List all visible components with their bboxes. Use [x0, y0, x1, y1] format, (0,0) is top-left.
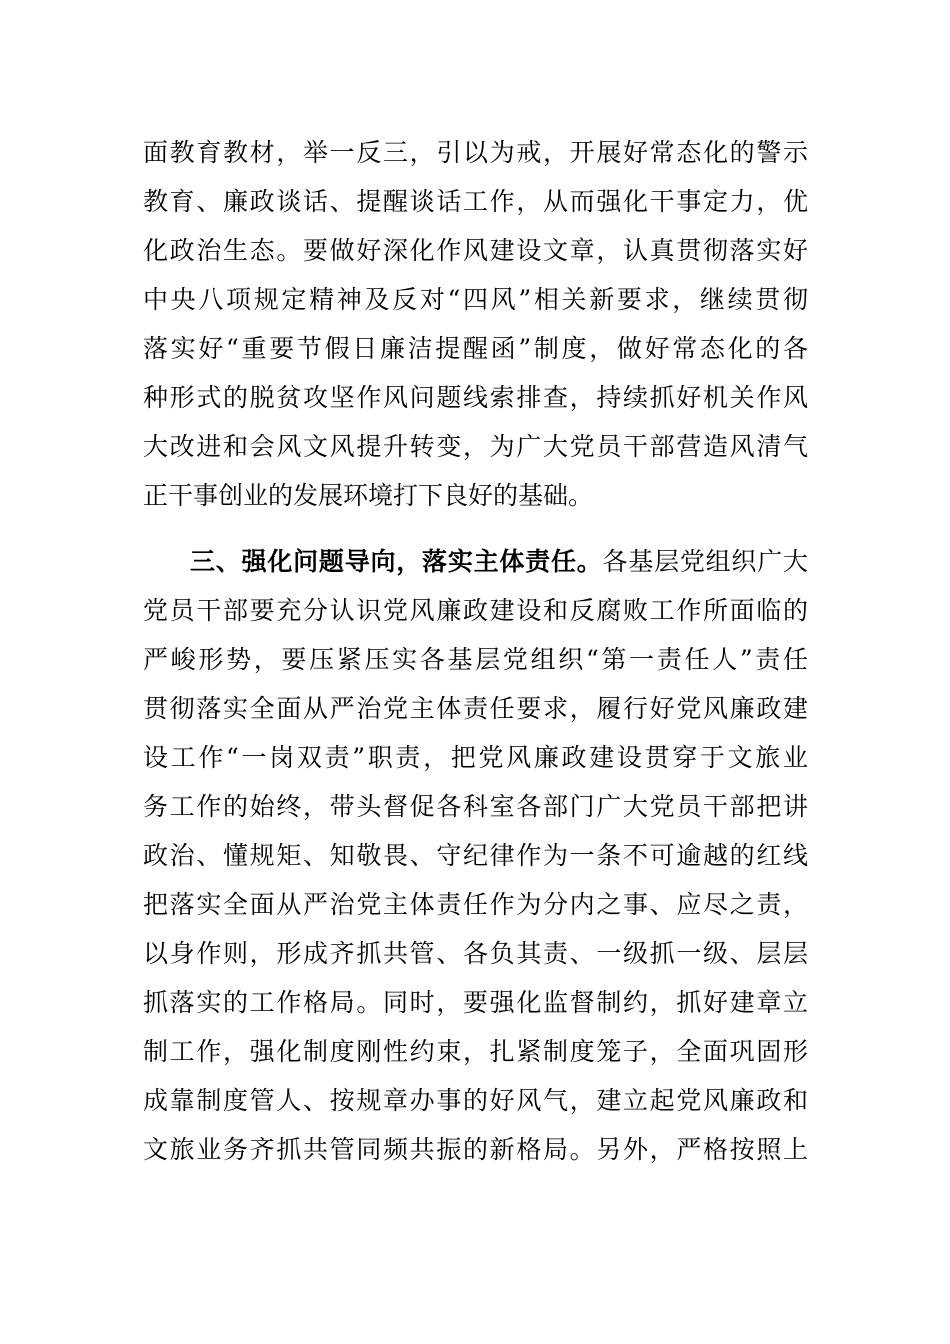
section-three-line-11: 成靠制度管人、按规章办事的好风气，建立起党风廉政和	[143, 1086, 808, 1115]
section-three-line-10: 制工作，强化制度刚性约束，扎紧制度笼子，全面巩固形	[143, 1037, 808, 1066]
section-three-first-line-text: 各基层党组织广大	[602, 547, 808, 576]
section-three-line-5: 务工作的始终，带头督促各科室各部门广大党员干部把讲	[143, 792, 808, 821]
paragraph-line-4: 中央八项规定精神及反对“四风”相关新要求，继续贯彻	[143, 285, 808, 314]
section-three-line-2: 严峻形势，要压紧压实各基层党组织“第一责任人”责任	[143, 645, 808, 674]
paragraph-line-8: 正干事创业的发展环境打下良好的基础。	[143, 481, 594, 510]
section-three-line-12: 文旅业务齐抓共管同频共振的新格局。另外，严格按照上	[143, 1135, 808, 1164]
section-three-line-6: 政治、懂规矩、知敬畏、守纪律作为一条不可逾越的红线	[143, 841, 808, 870]
paragraph-line-5: 落实好“重要节假日廉洁提醒函”制度，做好常态化的各	[143, 334, 808, 363]
section-three-line-9: 抓落实的工作格局。同时，要强化监督制约，抓好建章立	[143, 988, 808, 1017]
section-three-heading: 三、强化问题导向，落实主体责任。	[190, 547, 603, 576]
paragraph-line-3: 化政治生态。要做好深化作风建设文章，认真贯彻落实好	[143, 236, 808, 265]
section-three-line-8: 以身作则，形成齐抓共管、各负其责、一级抓一级、层层	[143, 939, 808, 968]
paragraph-line-6: 种形式的脱贫攻坚作风问题线索排查，持续抓好机关作风	[143, 383, 808, 412]
section-three-line-7: 把落实全面从严治党主体责任作为分内之事、应尽之责，	[143, 890, 808, 919]
section-three-line-4: 设工作“一岗双责”职责，把党风廉政建设贯穿于文旅业	[143, 743, 808, 772]
paragraph-line-1: 面教育教材，举一反三，引以为戒，开展好常态化的警示	[143, 138, 808, 167]
section-three-line-1: 党员干部要充分认识党风廉政建设和反腐败工作所面临的	[143, 596, 808, 625]
paragraph-line-2: 教育、廉政谈话、提醒谈话工作，从而强化干事定力，优	[143, 187, 808, 216]
section-three-first-line	[190, 534, 808, 590]
paragraph-line-7: 大改进和会风文风提升转变，为广大党员干部营造风清气	[143, 432, 808, 461]
section-three-line-3: 贯彻落实全面从严治党主体责任要求，履行好党风廉政建	[143, 694, 808, 723]
